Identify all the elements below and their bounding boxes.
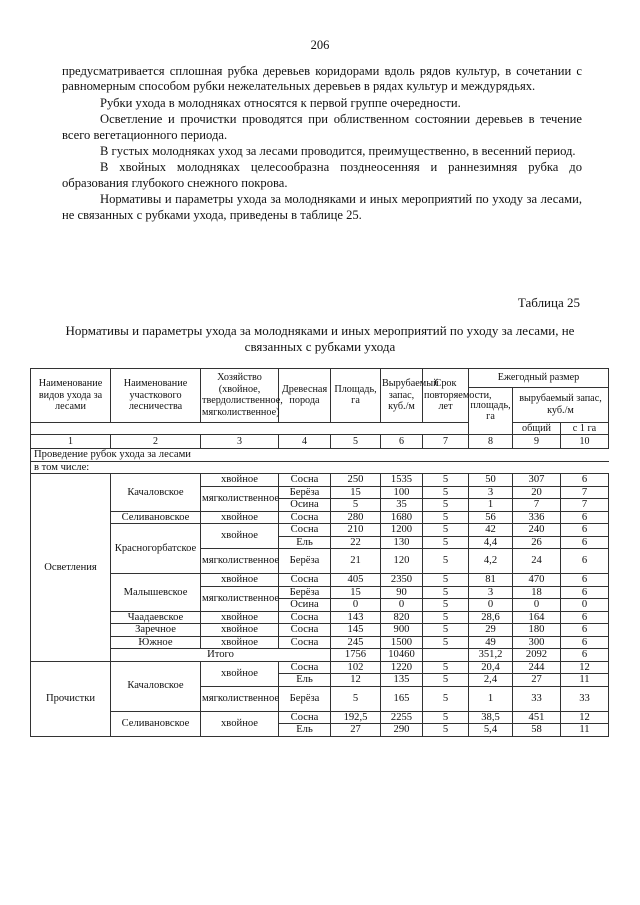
annual-area-cell: 5,4 xyxy=(469,724,513,737)
total-annual-stock: 2092 xyxy=(513,649,561,662)
annual-per-ha-cell: 6 xyxy=(561,474,609,487)
area-cell: 5 xyxy=(331,686,381,711)
area-cell: 145 xyxy=(331,624,381,637)
stock-cell: 900 xyxy=(381,624,423,637)
annual-per-ha-cell: 6 xyxy=(561,636,609,649)
table-row xyxy=(31,611,609,624)
species-cell: Сосна xyxy=(279,511,331,524)
period-cell: 5 xyxy=(423,611,469,624)
annual-per-ha-cell: 6 xyxy=(561,624,609,637)
economy-cell: хвойное xyxy=(201,711,279,736)
economy-cell: хвойное xyxy=(201,524,279,549)
table-row xyxy=(31,661,609,674)
forestry-name: Чаадаевское xyxy=(111,611,201,624)
species-cell: Берёза xyxy=(279,486,331,499)
header-spacer xyxy=(31,422,469,435)
area-cell: 102 xyxy=(331,661,381,674)
forestry-name: Селивановское xyxy=(111,711,201,736)
table-row xyxy=(31,511,609,524)
annual-total-cell: 24 xyxy=(513,549,561,574)
annual-area-cell: 1 xyxy=(469,499,513,512)
annual-total-cell: 240 xyxy=(513,524,561,537)
header-activity-type: Наименование видов ухода за лесами xyxy=(31,369,111,423)
area-cell: 192,5 xyxy=(331,711,381,724)
area-cell: 12 xyxy=(331,674,381,687)
stock-cell: 1535 xyxy=(381,474,423,487)
paragraph: В густых молодняках уход за лесами проводится, преимущественно, в весенний период. xyxy=(100,144,576,159)
forestry-name: Заречное xyxy=(111,624,201,637)
forestry-name: Южное xyxy=(111,636,201,649)
stock-cell: 1220 xyxy=(381,661,423,674)
column-number: 1 xyxy=(31,435,111,449)
paragraph: Нормативы и параметры ухода за молодняками и иных мероприятий по уходу за лесами, не связанных с рубками ухода, приведены в таблице 25. xyxy=(62,192,582,222)
forestry-name: Красногорбатское xyxy=(111,524,201,574)
table-row xyxy=(31,636,609,649)
annual-per-ha-cell: 12 xyxy=(561,661,609,674)
stock-cell: 1500 xyxy=(381,636,423,649)
area-cell: 15 xyxy=(331,586,381,599)
area-cell: 21 xyxy=(331,549,381,574)
annual-total-cell: 58 xyxy=(513,724,561,737)
annual-total-cell: 18 xyxy=(513,586,561,599)
column-number: 3 xyxy=(201,435,279,449)
annual-per-ha-cell: 0 xyxy=(561,599,609,612)
stock-cell: 130 xyxy=(381,536,423,549)
species-cell: Осина xyxy=(279,499,331,512)
annual-area-cell: 4,2 xyxy=(469,549,513,574)
stock-cell: 820 xyxy=(381,611,423,624)
economy-cell: мягколиственное xyxy=(201,486,279,511)
header-area: Площадь, га xyxy=(331,369,381,423)
section-subtitle: в том числе: xyxy=(31,461,609,474)
species-cell: Берёза xyxy=(279,586,331,599)
table-row xyxy=(31,474,609,487)
economy-cell: хвойное xyxy=(201,636,279,649)
annual-area-cell: 29 xyxy=(469,624,513,637)
species-cell: Сосна xyxy=(279,524,331,537)
annual-per-ha-cell: 6 xyxy=(561,511,609,524)
forestry-name: Качаловское xyxy=(111,661,201,711)
area-cell: 5 xyxy=(331,499,381,512)
economy-cell: хвойное xyxy=(201,474,279,487)
period-cell: 5 xyxy=(423,524,469,537)
column-number: 10 xyxy=(561,435,609,449)
economy-cell: хвойное xyxy=(201,624,279,637)
species-cell: Ель xyxy=(279,536,331,549)
annual-area-cell: 3 xyxy=(469,586,513,599)
total-row xyxy=(31,649,609,662)
annual-per-ha-cell: 6 xyxy=(561,524,609,537)
annual-area-cell: 28,6 xyxy=(469,611,513,624)
annual-total-cell: 20 xyxy=(513,486,561,499)
annual-area-cell: 81 xyxy=(469,574,513,587)
total-stock: 10460 xyxy=(381,649,423,662)
annual-area-cell: 4,4 xyxy=(469,536,513,549)
column-number: 6 xyxy=(381,435,423,449)
area-cell: 280 xyxy=(331,511,381,524)
area-cell: 405 xyxy=(331,574,381,587)
stock-cell: 290 xyxy=(381,724,423,737)
economy-cell: мягколиственное xyxy=(201,586,279,611)
period-cell: 5 xyxy=(423,636,469,649)
economy-cell: мягколиственное xyxy=(201,686,279,711)
species-cell: Сосна xyxy=(279,711,331,724)
group-prochistki: Прочистки xyxy=(31,661,111,736)
column-number: 8 xyxy=(469,435,513,449)
header-annual-size: Ежегодный размер xyxy=(469,369,609,388)
stock-cell: 120 xyxy=(381,549,423,574)
economy-cell: хвойное xyxy=(201,611,279,624)
area-cell: 0 xyxy=(331,599,381,612)
column-number: 9 xyxy=(513,435,561,449)
period-cell: 5 xyxy=(423,661,469,674)
header-felled-stock: Вырубаемый запас, куб./м xyxy=(381,369,423,423)
period-cell: 5 xyxy=(423,574,469,587)
annual-area-cell: 20,4 xyxy=(469,661,513,674)
annual-per-ha-cell: 6 xyxy=(561,574,609,587)
area-cell: 245 xyxy=(331,636,381,649)
period-cell: 5 xyxy=(423,599,469,612)
total-annual-area: 351,2 xyxy=(469,649,513,662)
area-cell: 250 xyxy=(331,474,381,487)
annual-per-ha-cell: 11 xyxy=(561,674,609,687)
annual-per-ha-cell: 11 xyxy=(561,724,609,737)
header-annual-stock: вырубаемый запас, куб./м xyxy=(513,388,609,423)
table-row xyxy=(31,524,609,537)
annual-total-cell: 7 xyxy=(513,499,561,512)
stock-cell: 1680 xyxy=(381,511,423,524)
economy-cell: хвойное xyxy=(201,574,279,587)
period-cell: 5 xyxy=(423,486,469,499)
period-cell: 5 xyxy=(423,724,469,737)
header-total: общий xyxy=(513,422,561,435)
annual-area-cell: 3 xyxy=(469,486,513,499)
economy-cell: хвойное xyxy=(201,511,279,524)
paragraph: В хвойных молодняках целесообразна позднеосенняя и раннезимняя рубка до образования глубокого снежного покрова. xyxy=(62,160,582,190)
page-number: 206 xyxy=(310,38,330,52)
total-area: 1756 xyxy=(331,649,381,662)
species-cell: Берёза xyxy=(279,686,331,711)
annual-total-cell: 26 xyxy=(513,536,561,549)
annual-total-cell: 33 xyxy=(513,686,561,711)
annual-area-cell: 56 xyxy=(469,511,513,524)
annual-area-cell: 0 xyxy=(469,599,513,612)
period-cell: 5 xyxy=(423,674,469,687)
species-cell: Сосна xyxy=(279,636,331,649)
header-forestry: Наименование участкового лесничества xyxy=(111,369,201,423)
annual-total-cell: 0 xyxy=(513,599,561,612)
area-cell: 22 xyxy=(331,536,381,549)
species-cell: Ель xyxy=(279,674,331,687)
forestry-name: Качаловское xyxy=(111,474,201,512)
species-cell: Сосна xyxy=(279,574,331,587)
header-per-ha: с 1 га xyxy=(561,422,609,435)
annual-area-cell: 42 xyxy=(469,524,513,537)
area-cell: 15 xyxy=(331,486,381,499)
period-cell: 5 xyxy=(423,511,469,524)
table-label: Таблица 25 xyxy=(517,295,580,310)
annual-total-cell: 300 xyxy=(513,636,561,649)
annual-total-cell: 470 xyxy=(513,574,561,587)
stock-cell: 100 xyxy=(381,486,423,499)
column-number: 4 xyxy=(279,435,331,449)
period-cell: 5 xyxy=(423,586,469,599)
annual-area-cell: 49 xyxy=(469,636,513,649)
stock-cell: 0 xyxy=(381,599,423,612)
species-cell: Сосна xyxy=(279,474,331,487)
period-cell: 5 xyxy=(423,686,469,711)
total-per-ha: 6 xyxy=(561,649,609,662)
period-cell: 5 xyxy=(423,474,469,487)
annual-total-cell: 180 xyxy=(513,624,561,637)
period-cell: 5 xyxy=(423,536,469,549)
total-period xyxy=(423,649,469,662)
total-label: Итого xyxy=(111,649,331,662)
area-cell: 27 xyxy=(331,724,381,737)
column-number: 7 xyxy=(423,435,469,449)
stock-cell: 35 xyxy=(381,499,423,512)
stock-cell: 90 xyxy=(381,586,423,599)
table-row xyxy=(31,624,609,637)
forestry-name: Селивановское xyxy=(111,511,201,524)
paragraph: Осветление и прочистки проводятся при облиственном состоянии деревьев в течение всего вегетационного периода. xyxy=(62,112,582,142)
annual-area-cell: 38,5 xyxy=(469,711,513,724)
group-osvetleniya: Осветления xyxy=(31,474,111,662)
species-cell: Сосна xyxy=(279,624,331,637)
species-cell: Берёза xyxy=(279,549,331,574)
table-row xyxy=(31,574,609,587)
annual-per-ha-cell: 12 xyxy=(561,711,609,724)
annual-area-cell: 2,4 xyxy=(469,674,513,687)
annual-total-cell: 244 xyxy=(513,661,561,674)
stock-cell: 165 xyxy=(381,686,423,711)
period-cell: 5 xyxy=(423,549,469,574)
header-repeat-period: Срок повторяемости, лет xyxy=(423,369,469,423)
annual-per-ha-cell: 6 xyxy=(561,549,609,574)
table-title: Нормативы и параметры ухода за молодняками и иных мероприятий по уходу за лесами, не связанных с рубками ухода xyxy=(65,323,575,354)
species-cell: Ель xyxy=(279,724,331,737)
stock-cell: 135 xyxy=(381,674,423,687)
species-cell: Сосна xyxy=(279,611,331,624)
species-cell: Сосна xyxy=(279,661,331,674)
annual-per-ha-cell: 33 xyxy=(561,686,609,711)
annual-total-cell: 336 xyxy=(513,511,561,524)
economy-cell: мягколиственное xyxy=(201,549,279,574)
forestry-name: Малышевское xyxy=(111,574,201,612)
annual-total-cell: 27 xyxy=(513,674,561,687)
annual-per-ha-cell: 7 xyxy=(561,499,609,512)
annual-total-cell: 307 xyxy=(513,474,561,487)
paragraph: Рубки ухода в молодняках относятся к первой группе очередности. xyxy=(100,95,461,110)
annual-total-cell: 451 xyxy=(513,711,561,724)
stock-cell: 2350 xyxy=(381,574,423,587)
annual-per-ha-cell: 6 xyxy=(561,536,609,549)
header-tree-species: Древесная порода xyxy=(279,369,331,423)
annual-area-cell: 50 xyxy=(469,474,513,487)
paragraph: предусматривается сплошная рубка деревьев коридорами вдоль рядов культур, в сочетании с равномерным способом рубки нежелательных деревьев в рядах культур и междурядьях. xyxy=(62,64,582,94)
column-number: 5 xyxy=(331,435,381,449)
norms-table xyxy=(30,368,609,737)
period-cell: 5 xyxy=(423,711,469,724)
annual-per-ha-cell: 7 xyxy=(561,486,609,499)
annual-per-ha-cell: 6 xyxy=(561,586,609,599)
body-text xyxy=(62,64,582,223)
annual-area-cell: 1 xyxy=(469,686,513,711)
header-annual-area: площадь, га xyxy=(469,388,513,435)
area-cell: 210 xyxy=(331,524,381,537)
period-cell: 5 xyxy=(423,624,469,637)
header-economy: Хозяйство (хвойное, твердолиственное, мягколиственное) xyxy=(201,369,279,423)
annual-total-cell: 164 xyxy=(513,611,561,624)
table-row xyxy=(31,711,609,724)
column-number: 2 xyxy=(111,435,201,449)
annual-per-ha-cell: 6 xyxy=(561,611,609,624)
period-cell: 5 xyxy=(423,499,469,512)
economy-cell: хвойное xyxy=(201,661,279,686)
stock-cell: 1200 xyxy=(381,524,423,537)
section-title: Проведение рубок ухода за лесами xyxy=(31,449,609,462)
area-cell: 143 xyxy=(331,611,381,624)
species-cell: Осина xyxy=(279,599,331,612)
norms-table-container xyxy=(30,368,608,737)
stock-cell: 2255 xyxy=(381,711,423,724)
